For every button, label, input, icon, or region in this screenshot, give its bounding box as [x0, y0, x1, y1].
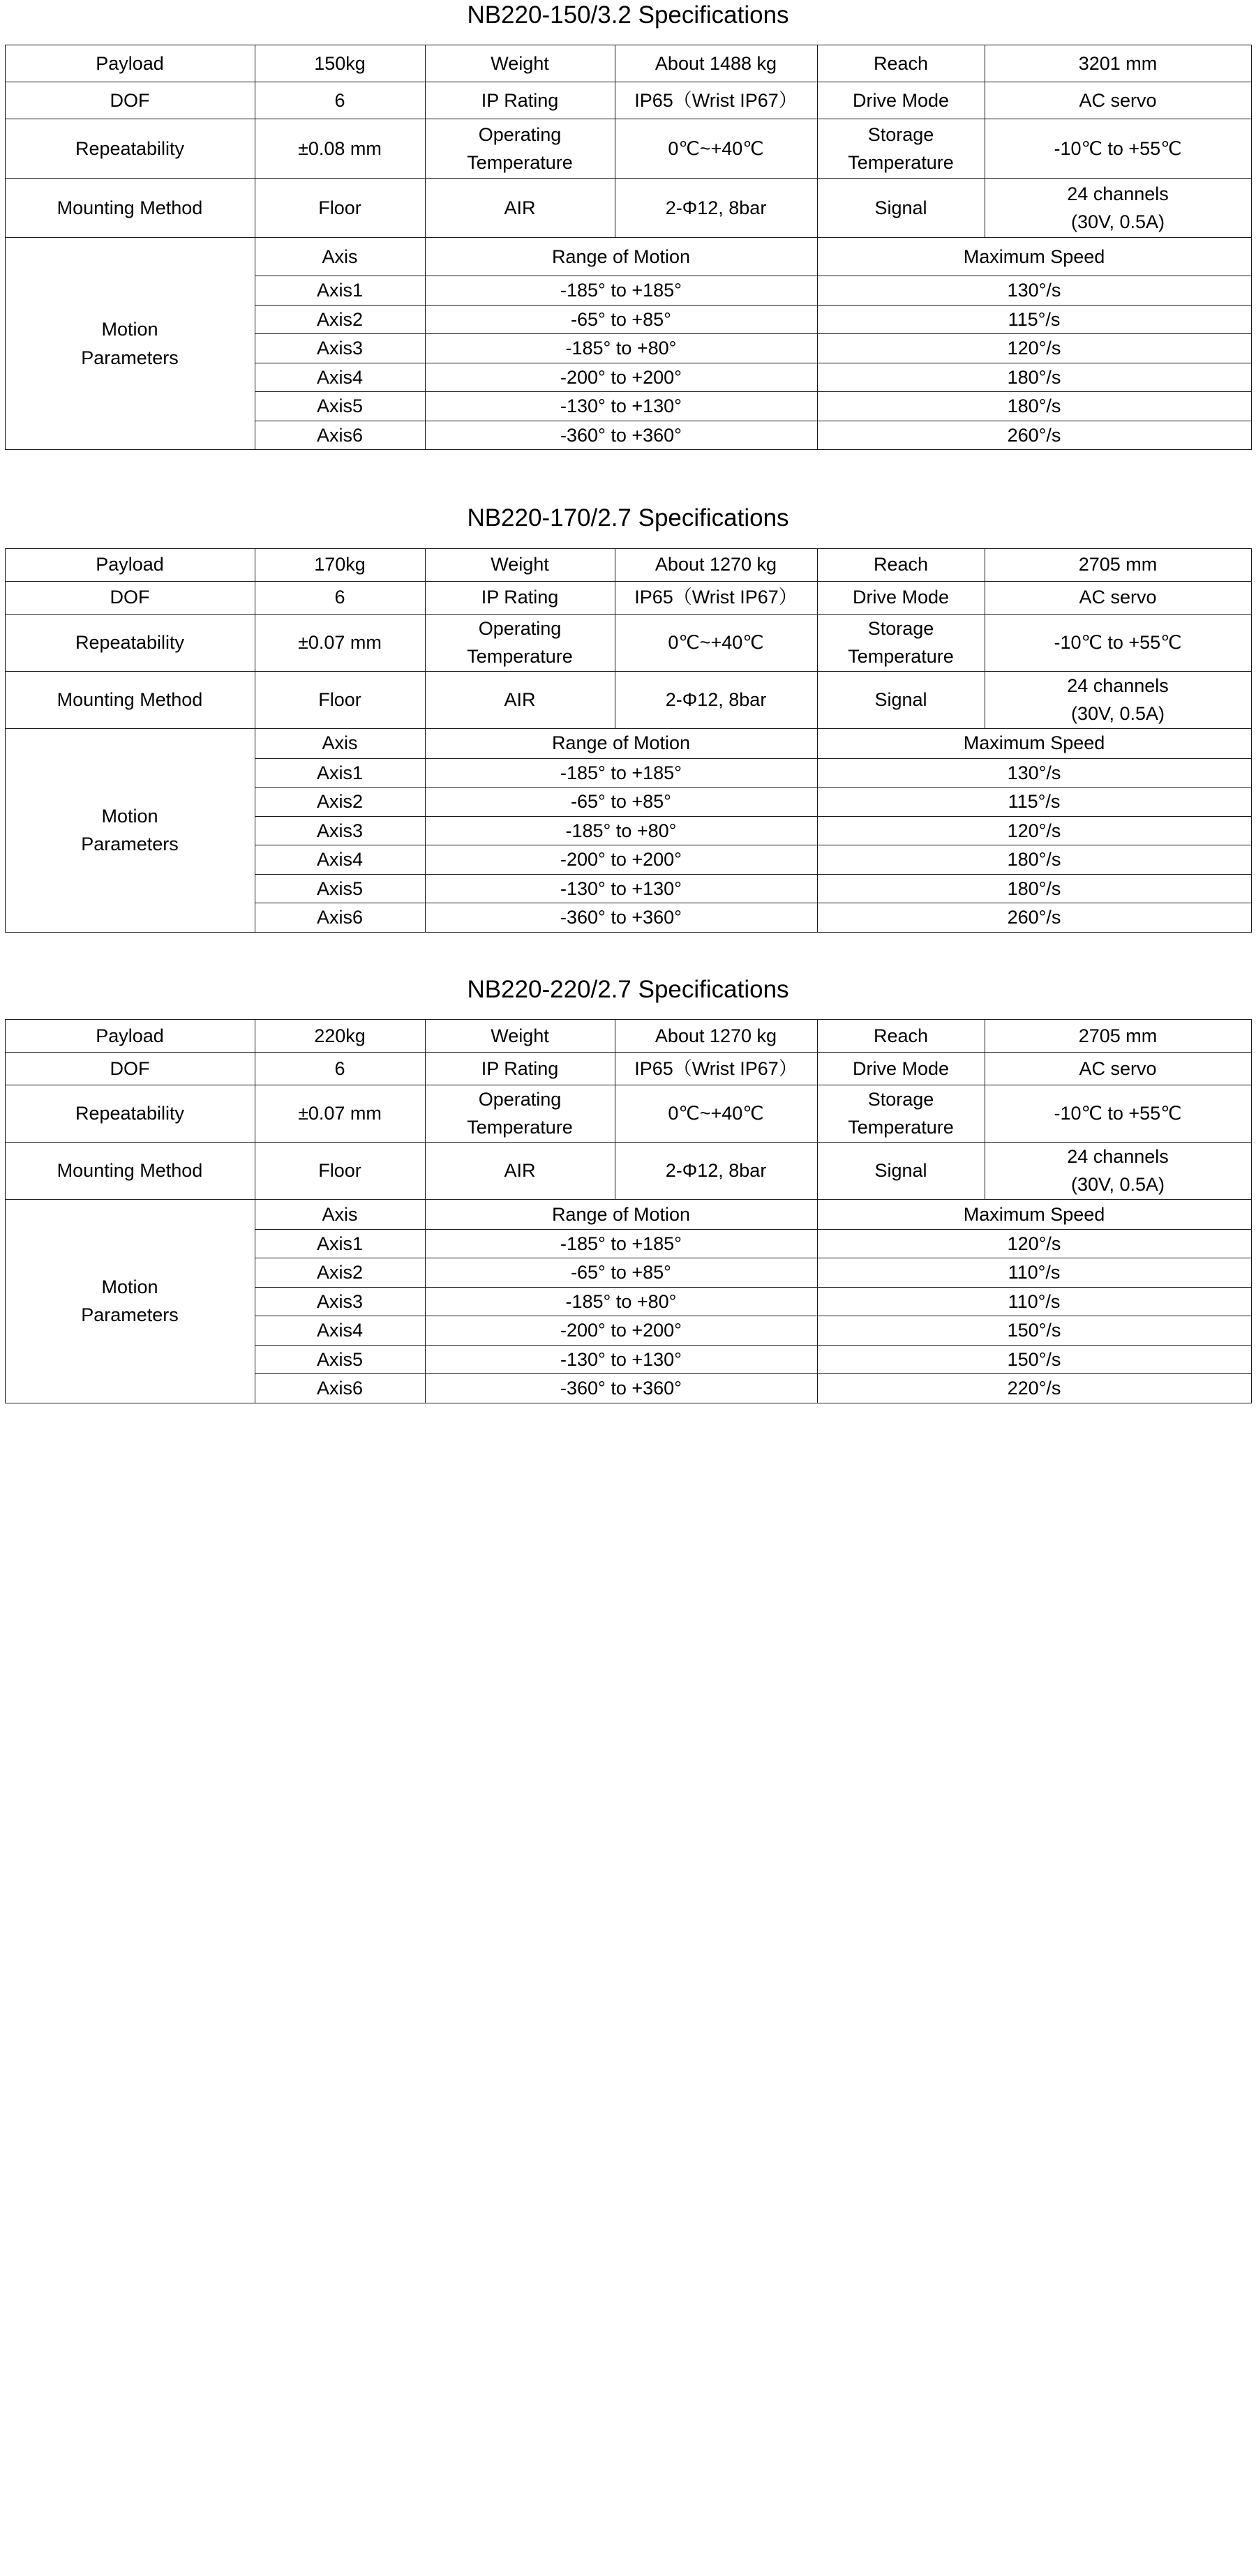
cell-axis-name: Axis4	[255, 845, 425, 875]
spec-block-2	[0, 504, 1256, 932]
label-signal: Signal	[817, 1142, 985, 1199]
label-mounting-method: Mounting Method	[5, 1142, 255, 1199]
spec-title-1: NB220-150/3.2 Specifications	[467, 1, 789, 29]
value-drive-mode: AC servo	[985, 581, 1251, 614]
label-repeatability: Repeatability	[5, 1085, 255, 1142]
cell-axis-name: Axis1	[255, 1229, 425, 1258]
header-range-of-motion: Range of Motion	[425, 1199, 817, 1229]
label-payload: Payload	[5, 45, 255, 82]
cell-axis-range: -360° to +360°	[425, 903, 817, 933]
table-row-motion-header	[5, 238, 1251, 276]
cell-axis-name: Axis2	[255, 1258, 425, 1288]
cell-axis-speed: 260°/s	[817, 903, 1251, 933]
cell-axis-range: -200° to +200°	[425, 363, 817, 392]
value-reach: 2705 mm	[985, 548, 1251, 581]
cell-axis-range: -185° to +185°	[425, 276, 817, 306]
value-dof: 6	[255, 581, 425, 614]
cell-axis-range: -65° to +85°	[425, 788, 817, 817]
operating-temperature-line-2: Temperature	[467, 646, 573, 667]
table-row	[5, 671, 1251, 728]
signal-value-line-1: 24 channels	[1067, 675, 1169, 696]
cell-axis-range: -185° to +80°	[425, 1287, 817, 1316]
value-signal	[985, 671, 1251, 728]
spec-block-1	[0, 0, 1256, 450]
motion-parameters-line-2: Parameters	[81, 834, 179, 854]
value-reach: 3201 mm	[985, 45, 1251, 82]
value-repeatability: ±0.07 mm	[255, 614, 425, 671]
cell-axis-name: Axis4	[255, 363, 425, 392]
storage-temperature-line-2: Temperature	[848, 152, 954, 174]
label-dof: DOF	[5, 1052, 255, 1085]
label-mounting-method: Mounting Method	[5, 671, 255, 728]
cell-axis-name: Axis3	[255, 334, 425, 363]
table-row	[5, 1142, 1251, 1199]
motion-parameters-line-1: Motion	[101, 1276, 158, 1297]
value-reach: 2705 mm	[985, 1019, 1251, 1052]
label-payload: Payload	[5, 548, 255, 581]
label-payload: Payload	[5, 1019, 255, 1052]
label-storage-temperature	[817, 119, 985, 179]
header-maximum-speed: Maximum Speed	[817, 728, 1251, 758]
cell-axis-range: -130° to +130°	[425, 1345, 817, 1374]
header-maximum-speed: Maximum Speed	[817, 1199, 1251, 1229]
table-row	[5, 548, 1251, 581]
motion-parameters-line-2: Parameters	[81, 1304, 179, 1326]
cell-axis-range: -185° to +185°	[425, 758, 817, 788]
label-motion-parameters	[5, 728, 255, 932]
value-payload: 220kg	[255, 1019, 425, 1052]
value-operating-temperature: 0℃~+40℃	[615, 614, 817, 671]
table-row-motion-header	[5, 728, 1251, 758]
cell-axis-range: -200° to +200°	[425, 845, 817, 875]
value-signal	[985, 179, 1251, 238]
value-air: 2-Φ12, 8bar	[615, 671, 817, 728]
cell-axis-range: -130° to +130°	[425, 392, 817, 421]
value-storage-temperature: -10℃ to +55℃	[985, 1085, 1251, 1142]
cell-axis-name: Axis3	[255, 816, 425, 845]
value-dof: 6	[255, 1052, 425, 1085]
header-axis: Axis	[255, 1199, 425, 1229]
label-reach: Reach	[817, 1019, 985, 1052]
block-spacer	[0, 933, 1256, 976]
cell-axis-name: Axis3	[255, 1287, 425, 1316]
operating-temperature-line-1: Operating	[478, 617, 562, 639]
label-signal: Signal	[817, 671, 985, 728]
cell-axis-name: Axis6	[255, 1374, 425, 1403]
value-ip-rating: IP65（Wrist IP67）	[615, 82, 817, 119]
value-operating-temperature: 0℃~+40℃	[615, 1085, 817, 1142]
label-air: AIR	[425, 179, 615, 238]
cell-axis-name: Axis6	[255, 421, 425, 450]
label-ip-rating: IP Rating	[425, 82, 615, 119]
label-motion-parameters	[5, 238, 255, 450]
value-mounting-method: Floor	[255, 179, 425, 238]
value-weight: About 1270 kg	[615, 1019, 817, 1052]
cell-axis-speed: 120°/s	[817, 1229, 1251, 1258]
value-ip-rating: IP65（Wrist IP67）	[615, 1052, 817, 1085]
spec-table-2	[5, 548, 1252, 933]
value-ip-rating: IP65（Wrist IP67）	[615, 581, 817, 614]
cell-axis-range: -200° to +200°	[425, 1316, 817, 1346]
cell-axis-speed: 180°/s	[817, 392, 1251, 421]
cell-axis-range: -185° to +80°	[425, 334, 817, 363]
signal-value-line-2: (30V, 0.5A)	[1070, 703, 1165, 724]
table-row	[5, 1052, 1251, 1085]
cell-axis-speed: 180°/s	[817, 874, 1251, 903]
label-air: AIR	[425, 1142, 615, 1199]
storage-temperature-line-2: Temperature	[848, 646, 954, 667]
cell-axis-speed: 115°/s	[817, 305, 1251, 334]
operating-temperature-line-1: Operating	[478, 123, 562, 145]
signal-value-line-1: 24 channels	[1067, 183, 1169, 204]
table-row	[5, 119, 1251, 179]
cell-axis-range: -360° to +360°	[425, 421, 817, 450]
value-drive-mode: AC servo	[985, 1052, 1251, 1085]
spec-table-3	[5, 1019, 1252, 1403]
value-repeatability: ±0.08 mm	[255, 119, 425, 179]
value-operating-temperature: 0℃~+40℃	[615, 119, 817, 179]
cell-axis-name: Axis5	[255, 1345, 425, 1374]
label-dof: DOF	[5, 82, 255, 119]
motion-parameters-line-2: Parameters	[81, 347, 179, 368]
table-row	[5, 45, 1251, 82]
value-air: 2-Φ12, 8bar	[615, 179, 817, 238]
value-storage-temperature: -10℃ to +55℃	[985, 614, 1251, 671]
value-payload: 170kg	[255, 548, 425, 581]
label-signal: Signal	[817, 179, 985, 238]
label-storage-temperature	[817, 614, 985, 671]
label-dof: DOF	[5, 581, 255, 614]
label-drive-mode: Drive Mode	[817, 581, 985, 614]
cell-axis-name: Axis2	[255, 305, 425, 334]
cell-axis-range: -185° to +80°	[425, 816, 817, 845]
label-reach: Reach	[817, 45, 985, 82]
cell-axis-range: -360° to +360°	[425, 1374, 817, 1403]
cell-axis-range: -65° to +85°	[425, 1258, 817, 1288]
label-motion-parameters	[5, 1199, 255, 1403]
label-drive-mode: Drive Mode	[817, 82, 985, 119]
cell-axis-speed: 180°/s	[817, 845, 1251, 875]
spec-title-2: NB220-170/2.7 Specifications	[467, 504, 789, 532]
cell-axis-range: -130° to +130°	[425, 874, 817, 903]
cell-axis-name: Axis2	[255, 788, 425, 817]
value-mounting-method: Floor	[255, 1142, 425, 1199]
spec-block-3	[0, 976, 1256, 1403]
value-air: 2-Φ12, 8bar	[615, 1142, 817, 1199]
cell-axis-name: Axis1	[255, 276, 425, 306]
cell-axis-speed: 130°/s	[817, 758, 1251, 788]
label-operating-temperature	[425, 1085, 615, 1142]
operating-temperature-line-2: Temperature	[467, 1117, 573, 1138]
label-operating-temperature	[425, 614, 615, 671]
value-weight: About 1488 kg	[615, 45, 817, 82]
cell-axis-speed: 110°/s	[817, 1287, 1251, 1316]
header-axis: Axis	[255, 728, 425, 758]
header-range-of-motion: Range of Motion	[425, 238, 817, 276]
cell-axis-speed: 130°/s	[817, 276, 1251, 306]
table-row	[5, 179, 1251, 238]
label-storage-temperature	[817, 1085, 985, 1142]
label-mounting-method: Mounting Method	[5, 179, 255, 238]
label-reach: Reach	[817, 548, 985, 581]
table-row	[5, 581, 1251, 614]
table-row	[5, 1085, 1251, 1142]
storage-temperature-line-2: Temperature	[848, 1117, 954, 1138]
cell-axis-name: Axis5	[255, 874, 425, 903]
label-repeatability: Repeatability	[5, 119, 255, 179]
table-row	[5, 1019, 1251, 1052]
signal-value-line-2: (30V, 0.5A)	[1070, 211, 1165, 233]
value-payload: 150kg	[255, 45, 425, 82]
value-weight: About 1270 kg	[615, 548, 817, 581]
value-dof: 6	[255, 82, 425, 119]
value-repeatability: ±0.07 mm	[255, 1085, 425, 1142]
label-weight: Weight	[425, 548, 615, 581]
signal-value-line-1: 24 channels	[1067, 1145, 1169, 1167]
operating-temperature-line-1: Operating	[478, 1088, 562, 1110]
storage-temperature-line-1: Storage	[867, 617, 934, 639]
header-axis: Axis	[255, 238, 425, 276]
motion-parameters-line-1: Motion	[101, 319, 158, 340]
cell-axis-speed: 150°/s	[817, 1316, 1251, 1346]
cell-axis-speed: 220°/s	[817, 1374, 1251, 1403]
table-row-motion-header	[5, 1199, 1251, 1229]
cell-axis-speed: 120°/s	[817, 816, 1251, 845]
label-weight: Weight	[425, 45, 615, 82]
cell-axis-name: Axis6	[255, 903, 425, 933]
value-mounting-method: Floor	[255, 671, 425, 728]
storage-temperature-line-1: Storage	[867, 1088, 934, 1110]
header-range-of-motion: Range of Motion	[425, 728, 817, 758]
table-row	[5, 82, 1251, 119]
spec-table-1	[5, 45, 1252, 450]
value-storage-temperature: -10℃ to +55℃	[985, 119, 1251, 179]
block-spacer	[0, 450, 1256, 504]
label-drive-mode: Drive Mode	[817, 1052, 985, 1085]
label-weight: Weight	[425, 1019, 615, 1052]
cell-axis-range: -185° to +185°	[425, 1229, 817, 1258]
cell-axis-speed: 260°/s	[817, 421, 1251, 450]
motion-parameters-line-1: Motion	[101, 805, 158, 827]
cell-axis-name: Axis1	[255, 758, 425, 788]
spec-title-3: NB220-220/2.7 Specifications	[467, 975, 789, 1003]
header-maximum-speed: Maximum Speed	[817, 238, 1251, 276]
cell-axis-name: Axis4	[255, 1316, 425, 1346]
label-air: AIR	[425, 671, 615, 728]
cell-axis-range: -65° to +85°	[425, 305, 817, 334]
signal-value-line-2: (30V, 0.5A)	[1070, 1174, 1165, 1196]
label-ip-rating: IP Rating	[425, 1052, 615, 1085]
value-drive-mode: AC servo	[985, 82, 1251, 119]
cell-axis-speed: 120°/s	[817, 334, 1251, 363]
value-signal	[985, 1142, 1251, 1199]
label-operating-temperature	[425, 119, 615, 179]
cell-axis-speed: 110°/s	[817, 1258, 1251, 1288]
cell-axis-speed: 180°/s	[817, 363, 1251, 392]
cell-axis-name: Axis5	[255, 392, 425, 421]
table-row	[5, 614, 1251, 671]
label-ip-rating: IP Rating	[425, 581, 615, 614]
operating-temperature-line-2: Temperature	[467, 152, 573, 174]
cell-axis-speed: 150°/s	[817, 1345, 1251, 1374]
cell-axis-speed: 115°/s	[817, 788, 1251, 817]
label-repeatability: Repeatability	[5, 614, 255, 671]
storage-temperature-line-1: Storage	[867, 123, 934, 145]
